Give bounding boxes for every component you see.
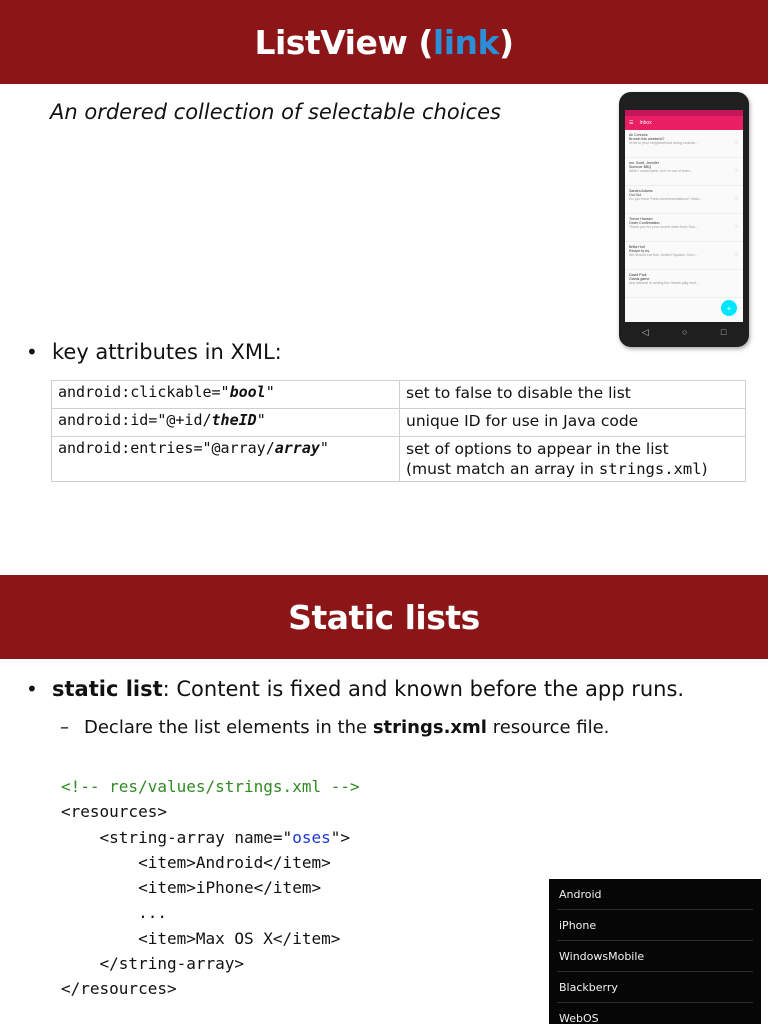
attr-code-param: array (274, 439, 320, 457)
code-line: <string-array name=" (61, 827, 293, 847)
code-comment: <!-- res/values/strings.xml --> (61, 777, 360, 796)
code-line-end: "> (330, 827, 350, 847)
code-line: </string-array> (61, 954, 245, 974)
list-item[interactable]: iPhone (557, 910, 753, 941)
mail-snippet: Thank you for your recent order from Sun... (629, 225, 698, 229)
table-row (52, 409, 746, 437)
list-item[interactable]: Blackberry (557, 972, 753, 1003)
list-item (625, 270, 743, 298)
attributes-table (51, 380, 746, 482)
app-bar (625, 116, 743, 130)
bullet-text: : Content is fixed and known before the app runs. (162, 677, 685, 701)
attr-code-suffix: " (265, 383, 275, 401)
mail-subject: Recipe to try (629, 249, 650, 253)
star-icon: ☆ (734, 252, 739, 258)
bullet-dot-icon: • (26, 340, 38, 364)
list-item[interactable]: Android (557, 879, 753, 910)
title-text: ListView ( (254, 22, 433, 62)
attr-code-prefix: android:id="@+id/ (58, 411, 212, 429)
code-string-value: oses (292, 827, 331, 847)
slide-title (0, 575, 768, 659)
android-listview-preview (549, 879, 761, 1024)
attr-desc-filename: strings.xml (598, 460, 702, 478)
code-line: <item>iPhone</item> (61, 878, 322, 898)
table-row (52, 437, 746, 482)
list-item[interactable]: WindowsMobile (557, 941, 753, 972)
mail-subject: Order Confirmation (629, 221, 660, 225)
mail-from: me, Scott, Jennifer (629, 161, 659, 165)
back-icon: ◁ (641, 326, 649, 337)
attr-code-suffix: " (256, 411, 266, 429)
list-item (625, 186, 743, 214)
slide-title (0, 0, 768, 84)
attr-code-prefix: android:entries="@array/ (58, 439, 275, 457)
mail-from: Trevor Hansen (629, 217, 653, 221)
attr-code-param: theID (211, 411, 257, 429)
mail-snippet: Any interest in seeing the Giants play next... (629, 281, 700, 285)
xml-code-block (61, 774, 360, 1002)
title-end: ) (498, 22, 514, 62)
code-line: ... (61, 903, 167, 923)
attr-desc-cell (400, 437, 746, 482)
mail-subject: Summer BBQ (629, 165, 652, 169)
phone-screenshot (619, 92, 749, 347)
sub-bullet (60, 717, 609, 738)
slide-static-lists (0, 575, 768, 1024)
recents-icon: □ (720, 327, 727, 337)
attr-desc-line1: set of options to appear in the list (406, 440, 669, 458)
attr-desc-end: ) (701, 460, 708, 478)
star-icon: ☆ (734, 140, 739, 146)
bullet-dot-icon: • (26, 677, 38, 701)
subtitle: An ordered collection of selectable choices (50, 100, 501, 124)
code-line: <item>Max OS X</item> (61, 928, 341, 948)
sub-bullet-bold: strings.xml (372, 717, 487, 738)
star-icon: ☆ (734, 224, 739, 230)
star-icon: ☆ (734, 168, 739, 174)
sub-bullet-end: resource file. (486, 717, 610, 738)
list-item (625, 214, 743, 242)
bullet-static-list (26, 677, 684, 701)
list-item (625, 130, 743, 158)
code-line: </resources> (61, 979, 177, 999)
attr-code-cell (52, 381, 400, 409)
mail-subject: Oui Oui (629, 193, 642, 197)
list-item[interactable]: WebOS (557, 1003, 753, 1024)
nav-bar (625, 323, 743, 341)
title-link[interactable]: link (432, 22, 499, 62)
code-line: <resources> (61, 802, 167, 822)
mail-from: Ali Connors (629, 133, 648, 137)
title-text: Static lists (288, 597, 480, 637)
list-item (625, 242, 743, 270)
attr-code-cell (52, 409, 400, 437)
mail-subject: Brunch this weekend? (629, 137, 665, 141)
bullet-bold-term: static list (52, 677, 163, 701)
attr-code-prefix: android:clickable=" (58, 383, 230, 401)
table-row (52, 381, 746, 409)
mail-snippet: Wish I could come, but I'm out of town... (629, 169, 693, 173)
app-title: Inbox (639, 120, 652, 126)
mail-snippet: I'll be in your neighborhood doing errands... (629, 141, 699, 145)
star-icon: ☆ (734, 196, 739, 202)
attr-desc-line2: (must match an array in (406, 460, 599, 478)
mail-snippet: We should eat this: Grated Squash, Corn... (629, 253, 698, 257)
mail-subject: Giants game (629, 277, 650, 281)
attr-code-suffix: " (319, 439, 329, 457)
code-line: <item>Android</item> (61, 852, 331, 872)
sub-bullet-text: Declare the list elements in the (84, 717, 373, 738)
attr-code-param: bool (229, 383, 266, 401)
mail-from: Britta Holt (629, 245, 645, 249)
mail-snippet: Do you have Paris recommendations? Have... (629, 197, 703, 201)
home-icon: ○ (682, 327, 688, 337)
mail-from: Sandra Adams (629, 189, 653, 193)
bullet-key-attributes (26, 340, 282, 364)
attr-desc-cell: set to false to disable the list (400, 381, 746, 409)
menu-icon: ☰ (629, 120, 634, 126)
bullet-text: key attributes in XML: (52, 340, 282, 364)
compose-icon: + (721, 300, 737, 316)
list-item (625, 158, 743, 186)
attr-desc-cell: unique ID for use in Java code (400, 409, 746, 437)
attr-code-cell (52, 437, 400, 482)
phone-screen (625, 110, 743, 322)
mail-from: David Park (629, 273, 647, 277)
dash-icon: – (60, 717, 69, 738)
